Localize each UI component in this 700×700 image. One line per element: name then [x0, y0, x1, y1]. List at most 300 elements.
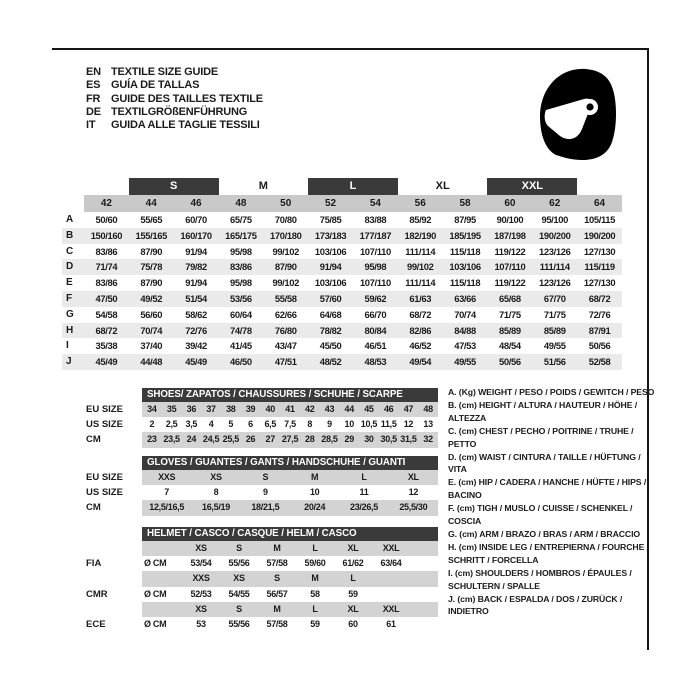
- size-number-row: [62, 195, 622, 212]
- value-cell: 59: [310, 618, 320, 629]
- value-cell: 59: [348, 588, 358, 599]
- range-cell: 99/102: [272, 245, 300, 257]
- range-cell: 91/94: [319, 261, 342, 273]
- row-letter: E: [66, 277, 73, 289]
- size-number: 56: [398, 195, 443, 212]
- legend-item: H. (cm) INSIDE LEG / ENTREPIERNA / FOURCHE / SCHRITT / FORCELLA: [448, 541, 649, 565]
- standard-label: CMR: [86, 588, 108, 600]
- table-row: [86, 571, 438, 586]
- unit-spacer: [142, 602, 182, 617]
- range-cell: 87/90: [140, 277, 163, 289]
- row-letter: G: [66, 308, 74, 320]
- range-cell: 49/55: [543, 340, 566, 352]
- value-cell: 28,5: [321, 434, 338, 445]
- range-cell: 85/92: [409, 214, 432, 225]
- legend-item: E. (cm) HIP / CADERA / HANCHE / HÜFTE / HIPS / BACINO: [448, 477, 647, 501]
- value-cell: 53/54: [190, 558, 212, 569]
- standard-label: FIA: [86, 558, 102, 570]
- helmet-section-title: HELMET / CASCO / CASQUE / HELM / CASCO: [142, 527, 438, 541]
- range-cell: 63/66: [454, 292, 476, 304]
- range-cell: 79/82: [185, 261, 207, 273]
- legend-item: I. (cm) SHOULDERS / HOMBROS / ÉPAULES / SCHULTERN / SPALLE: [448, 567, 632, 591]
- size-label: L: [350, 573, 356, 584]
- value-cell: 5: [228, 419, 234, 430]
- frame-top-line: [52, 48, 648, 50]
- value-cell: 29: [344, 434, 354, 445]
- size-label: XL: [347, 543, 359, 553]
- row-letter: D: [66, 261, 74, 273]
- range-cell: 83/86: [230, 261, 252, 273]
- range-cell: 49/55: [454, 356, 476, 368]
- helmet-rows: [86, 541, 438, 632]
- value-cell: S: [262, 472, 269, 482]
- row-letter: H: [66, 324, 74, 336]
- value-cell: 54/55: [228, 588, 250, 599]
- range-cell: 91/94: [185, 277, 207, 289]
- value-cell: 44: [344, 404, 354, 414]
- size-number: 46: [174, 195, 219, 212]
- racing-helmet-icon: [536, 66, 620, 162]
- language-code: DE: [86, 105, 101, 118]
- row-label: US SIZE: [86, 487, 123, 499]
- table-row: [62, 338, 622, 354]
- shoes-section-title: SHOES/ ZAPATOS / CHAUSSURES / SCHUHE / SCARPE: [142, 388, 438, 402]
- range-cell: 103/106: [314, 277, 347, 289]
- range-cell: 35/38: [95, 340, 118, 352]
- range-cell: 85/89: [543, 324, 566, 336]
- range-cell: 70/80: [274, 214, 297, 225]
- row-label: US SIZE: [86, 419, 123, 431]
- range-cell: 83/86: [95, 277, 118, 289]
- range-cell: 45/50: [319, 340, 342, 352]
- range-cell: 49/54: [409, 356, 432, 368]
- value-cell: 31,5: [400, 434, 417, 445]
- table-row: [62, 259, 622, 275]
- value-cell: XS: [210, 472, 222, 482]
- value-cell: 53: [196, 618, 206, 629]
- value-cell: 24,5: [202, 434, 220, 445]
- range-cell: 68/72: [588, 292, 611, 304]
- value-cell: 35: [166, 404, 177, 414]
- range-cell: 78/82: [319, 324, 342, 336]
- range-cell: 190/200: [583, 229, 616, 241]
- value-cell: 20/24: [304, 502, 326, 513]
- value-cell: 10,5: [360, 419, 378, 430]
- range-cell: 48/52: [319, 356, 342, 368]
- range-cell: 103/106: [449, 261, 481, 273]
- size-label: XS: [233, 573, 245, 584]
- size-group-label: XL: [435, 180, 450, 192]
- row-cells: [142, 541, 438, 556]
- value-cell: 47: [403, 404, 414, 414]
- size-label: M: [273, 603, 281, 614]
- range-cell: 47/50: [95, 292, 118, 304]
- table-row: [62, 323, 622, 339]
- size-label: L: [312, 543, 318, 553]
- value-cell: 60: [348, 618, 358, 629]
- size-label: S: [274, 573, 280, 584]
- row-letter: A: [66, 214, 74, 225]
- size-group-header-row: [62, 177, 622, 195]
- range-cell: 54/58: [95, 308, 118, 320]
- range-cell: 65/75: [230, 214, 252, 225]
- value-cell: 2,5: [165, 419, 178, 430]
- range-cell: 47/51: [274, 356, 297, 368]
- row-cells: [142, 571, 438, 586]
- range-cell: 127/130: [583, 277, 616, 289]
- value-cell: 36: [186, 404, 197, 414]
- row-label-spacer: [62, 195, 84, 212]
- range-cell: 70/74: [454, 308, 476, 320]
- row-cells: [142, 402, 438, 417]
- range-cell: 95/98: [230, 277, 252, 289]
- row-cells: [142, 432, 438, 447]
- range-cell: 115/118: [449, 245, 481, 257]
- table-row: [86, 402, 438, 417]
- value-cell: XL: [407, 472, 419, 482]
- shoes-size-table: [86, 388, 438, 448]
- legend-item: A. (Kg) WEIGHT / PESO / POIDS / GEWITCH / PESO: [448, 387, 655, 397]
- row-letter: F: [66, 292, 73, 304]
- unit-spacer: [142, 541, 182, 556]
- value-cell: 57/58: [266, 618, 288, 629]
- size-label: XS: [195, 603, 207, 614]
- range-cell: 123/126: [539, 245, 571, 257]
- value-cell: 12: [408, 487, 419, 498]
- value-cell: 48: [423, 404, 433, 414]
- size-number: 60: [487, 195, 532, 212]
- range-cell: 87/90: [274, 261, 297, 273]
- value-cell: 18/21,5: [251, 502, 280, 513]
- language-code: EN: [86, 66, 101, 78]
- row-label: [86, 571, 142, 586]
- row-letter: B: [66, 229, 74, 241]
- shoes-rows: [86, 402, 438, 448]
- range-cell: 45/49: [185, 356, 207, 368]
- value-cell: 8: [213, 487, 219, 498]
- size-label: XS: [195, 543, 207, 553]
- range-cell: 75/85: [319, 214, 342, 225]
- range-cell: 46/51: [364, 340, 387, 352]
- range-cell: 46/50: [230, 356, 252, 368]
- range-cell: 103/106: [314, 245, 347, 257]
- range-cell: 50/56: [588, 340, 611, 352]
- gloves-section-title: GLOVES / GUANTES / GANTS / HANDSCHUHE / GUANTI: [142, 456, 438, 470]
- legend-item: F. (cm) TIGH / MUSLO / CUISSE / SCHENKEL / COSCIA: [448, 503, 633, 527]
- range-cell: 150/160: [90, 229, 123, 241]
- range-cell: 53/56: [230, 292, 252, 304]
- row-cells: [142, 617, 438, 632]
- table-row: [62, 212, 622, 228]
- legend-item: J. (cm) BACK / ESPALDA / DOS / ZURÜCK / INDIETRO: [448, 593, 623, 617]
- range-cell: 119/122: [494, 245, 526, 257]
- range-cell: 76/80: [274, 324, 297, 336]
- language-code: IT: [86, 119, 96, 132]
- table-row: [86, 541, 438, 556]
- value-cell: 6,5: [264, 419, 277, 430]
- range-cell: 51/54: [185, 292, 207, 304]
- range-cell: 160/170: [180, 229, 212, 241]
- language-title: GUIDA ALLE TAGLIE TESSILI: [111, 119, 260, 132]
- size-number: 44: [129, 195, 174, 212]
- value-cell: 28: [305, 434, 315, 445]
- range-cell: 182/190: [404, 229, 436, 241]
- range-cell: 95/98: [364, 261, 387, 273]
- size-number: 42: [84, 195, 129, 212]
- row-letter: I: [66, 340, 69, 352]
- size-group-label: L: [308, 178, 398, 195]
- size-label: XXL: [382, 603, 400, 614]
- standard-label: ECE: [86, 618, 106, 630]
- helmet-size-table: [86, 527, 438, 632]
- unit-label: Ø CM: [144, 618, 167, 629]
- range-cell: 111/114: [405, 245, 436, 257]
- range-cell: 74/78: [230, 324, 252, 336]
- table-row: [86, 417, 438, 432]
- range-cell: 61/63: [409, 292, 432, 304]
- value-cell: 63/64: [380, 558, 402, 569]
- table-row: [86, 617, 438, 632]
- size-label: [372, 571, 410, 586]
- value-cell: 9: [327, 419, 332, 430]
- size-label: XXS: [192, 573, 210, 584]
- value-cell: 25,5: [222, 434, 239, 445]
- range-cell: 187/198: [494, 229, 526, 241]
- range-cell: 58/62: [185, 308, 207, 320]
- row-cells: [142, 417, 438, 432]
- range-cell: 50/56: [499, 356, 521, 368]
- range-cell: 37/40: [140, 340, 163, 352]
- value-cell: 10: [344, 419, 354, 430]
- value-cell: 7: [164, 487, 170, 498]
- range-cell: 84/88: [454, 324, 476, 336]
- value-cell: 32: [423, 434, 433, 445]
- size-number: 50: [263, 195, 308, 212]
- size-label: M: [311, 573, 319, 584]
- size-label: XXL: [382, 543, 400, 553]
- unit-spacer: [142, 571, 182, 586]
- row-label: [86, 541, 142, 556]
- range-cell: 48/54: [499, 340, 521, 352]
- language-title: TEXTILE SIZE GUIDE: [111, 66, 219, 78]
- range-cell: 65/68: [499, 292, 521, 304]
- row-label: CM: [86, 502, 101, 514]
- size-label: L: [312, 603, 318, 614]
- range-cell: 47/53: [454, 340, 476, 352]
- main-size-table: [62, 177, 622, 370]
- value-cell: [372, 587, 410, 602]
- language-title-list: [86, 66, 263, 132]
- range-cell: 123/126: [539, 277, 571, 289]
- value-cell: 8: [307, 419, 313, 430]
- range-cell: 66/70: [364, 308, 387, 320]
- table-row: [62, 244, 622, 260]
- range-cell: 111/114: [539, 261, 570, 273]
- range-cell: 82/86: [409, 324, 432, 336]
- range-cell: 56/60: [140, 308, 163, 320]
- range-cell: 60/64: [230, 308, 252, 320]
- value-cell: 55/56: [228, 618, 250, 629]
- measurement-rows: [62, 212, 622, 370]
- value-cell: 34: [147, 404, 157, 414]
- table-row: [86, 432, 438, 447]
- value-cell: 12: [403, 419, 414, 430]
- value-cell: 45: [364, 404, 374, 414]
- range-cell: 55/58: [274, 292, 297, 304]
- table-row: [86, 470, 438, 485]
- range-cell: 60/70: [185, 214, 207, 225]
- table-row: [86, 500, 438, 515]
- table-row: [62, 354, 622, 370]
- size-group-label: S: [129, 178, 219, 195]
- language-row: [86, 79, 263, 92]
- range-cell: 90/100: [496, 214, 524, 225]
- range-cell: 52/58: [588, 356, 611, 368]
- range-cell: 85/89: [499, 324, 521, 336]
- table-row: [62, 275, 622, 291]
- range-cell: 68/72: [409, 308, 432, 320]
- value-cell: 52/53: [190, 588, 212, 599]
- range-cell: 111/114: [405, 277, 436, 289]
- value-cell: 3,5: [185, 419, 198, 430]
- value-cell: 23: [147, 434, 157, 445]
- size-group-label: M: [258, 180, 268, 192]
- range-cell: 115/118: [449, 277, 481, 289]
- value-cell: 9: [262, 487, 268, 498]
- size-number: 58: [443, 195, 488, 212]
- language-code: ES: [86, 79, 101, 92]
- table-row: [86, 556, 438, 571]
- value-cell: 61/62: [342, 558, 364, 569]
- value-cell: 16,5/19: [202, 502, 230, 513]
- range-cell: 190/200: [539, 229, 571, 241]
- size-label: M: [273, 543, 281, 553]
- value-cell: 12,5/16,5: [149, 502, 185, 513]
- table-row: [86, 587, 438, 602]
- range-cell: 51/56: [543, 356, 566, 368]
- value-cell: 23/26,5: [350, 502, 378, 513]
- legend-item: C. (cm) CHEST / PECHO / POITRINE / TRUHE / PETTO: [448, 425, 634, 449]
- table-row: [62, 307, 622, 323]
- range-cell: 72/76: [588, 308, 611, 320]
- value-cell: 2: [149, 419, 155, 430]
- value-cell: 26: [245, 434, 256, 445]
- range-cell: 115/119: [584, 261, 615, 273]
- range-cell: 83/86: [95, 245, 118, 257]
- row-label: EU SIZE: [86, 472, 123, 483]
- legend-item: G. (cm) ARM / BRAZO / BRAS / ARM / BRACCIO: [448, 528, 641, 539]
- value-cell: 37: [206, 404, 216, 414]
- value-cell: 39: [245, 404, 256, 414]
- range-cell: 71/75: [543, 308, 566, 320]
- value-cell: 41: [285, 404, 295, 414]
- range-cell: 99/102: [272, 277, 300, 289]
- gloves-size-table: [86, 456, 438, 516]
- range-cell: 95/100: [541, 214, 569, 225]
- row-letter: C: [66, 245, 74, 257]
- size-number: 54: [353, 195, 398, 212]
- row-cells: [142, 602, 438, 617]
- range-cell: 39/42: [185, 340, 207, 352]
- language-row: [86, 119, 263, 132]
- range-cell: 72/76: [185, 324, 207, 336]
- range-cell: 107/110: [359, 245, 391, 257]
- range-cell: 80/84: [364, 324, 387, 336]
- row-cells: [142, 587, 438, 602]
- range-cell: 87/95: [454, 214, 476, 225]
- value-cell: 46: [383, 404, 394, 414]
- size-group-label: XXL: [487, 178, 577, 195]
- range-cell: 70/74: [140, 324, 163, 336]
- row-cells: [142, 500, 438, 515]
- value-cell: 27: [265, 434, 275, 445]
- value-cell: 4: [208, 419, 214, 430]
- range-cell: 44/48: [140, 356, 163, 368]
- value-cell: L: [361, 472, 367, 482]
- range-cell: 75/78: [140, 261, 163, 273]
- value-cell: 27,5: [281, 434, 299, 445]
- row-cells: [142, 470, 438, 485]
- table-row: [62, 291, 622, 307]
- row-label: CM: [86, 434, 101, 446]
- range-cell: 57/60: [319, 292, 342, 304]
- language-title: TEXTILGRÖßENFÜHRUNG: [111, 105, 248, 118]
- value-cell: 55/56: [228, 558, 250, 569]
- value-cell: 61: [386, 618, 396, 629]
- size-label: S: [236, 543, 242, 553]
- gloves-rows: [86, 470, 438, 516]
- range-cell: 71/74: [95, 261, 118, 273]
- value-cell: 7,5: [284, 419, 296, 430]
- row-cells: [142, 485, 438, 500]
- value-cell: 43: [324, 404, 335, 414]
- value-cell: 11,5: [380, 419, 397, 430]
- range-cell: 49/52: [140, 292, 163, 304]
- range-cell: 95/98: [230, 245, 252, 257]
- language-code: FR: [86, 92, 101, 105]
- value-cell: XXS: [158, 472, 176, 482]
- size-number: 52: [308, 195, 353, 212]
- range-cell: 43/47: [274, 340, 297, 352]
- range-cell: 87/90: [140, 245, 163, 257]
- language-title: GUÍA DE TALLAS: [111, 79, 200, 92]
- value-cell: 56/57: [266, 588, 288, 599]
- range-cell: 59/62: [364, 292, 387, 304]
- range-cell: 91/94: [185, 245, 207, 257]
- range-cell: 45/49: [95, 356, 118, 368]
- range-cell: 170/180: [270, 229, 302, 241]
- range-cell: 99/102: [406, 261, 434, 273]
- value-cell: 57/58: [266, 558, 288, 569]
- value-cell: 23,5: [163, 434, 180, 445]
- range-cell: 105/115: [584, 214, 616, 225]
- range-cell: 67/70: [543, 292, 566, 304]
- table-row: [86, 602, 438, 617]
- range-cell: 62/66: [274, 308, 297, 320]
- range-cell: 165/175: [225, 229, 257, 241]
- value-cell: 42: [305, 404, 315, 414]
- range-cell: 55/65: [140, 214, 163, 225]
- legend-item: D. (cm) WAIST / CINTURA / TAILLE / HÜFTUNG / VITA: [448, 451, 641, 475]
- range-cell: 107/110: [494, 261, 526, 273]
- range-cell: 107/110: [359, 277, 391, 289]
- value-cell: 24: [186, 434, 197, 445]
- value-cell: 10: [309, 487, 320, 498]
- range-cell: 50/60: [95, 214, 118, 225]
- range-cell: 87/91: [588, 324, 611, 336]
- value-cell: M: [311, 472, 319, 482]
- range-cell: 155/165: [135, 229, 167, 241]
